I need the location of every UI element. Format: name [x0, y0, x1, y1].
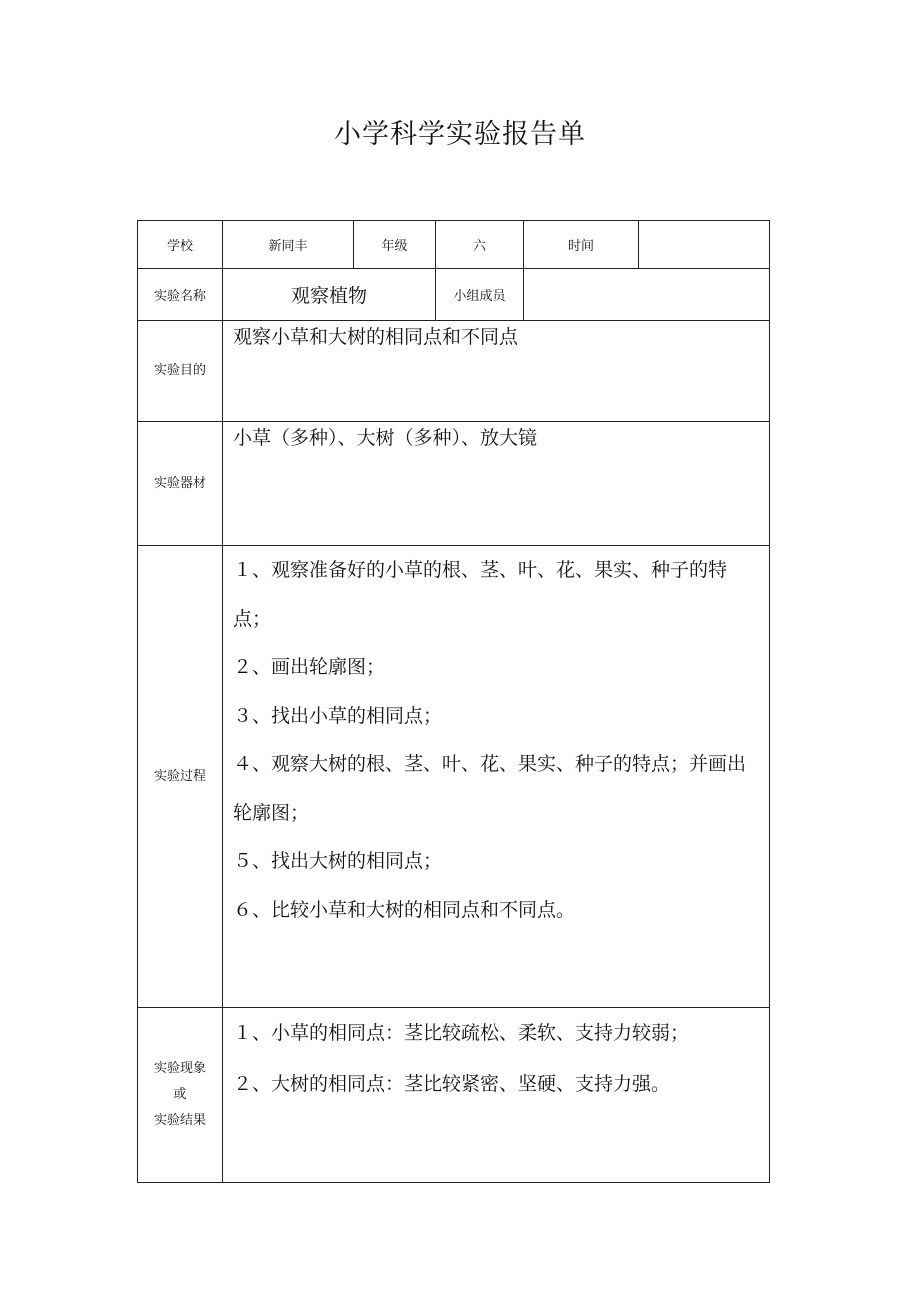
purpose-label: 实验目的 — [138, 321, 223, 422]
materials-label: 实验器材 — [138, 422, 223, 546]
process-step: ６、比较小草和大树的相同点和不同点。 — [233, 898, 576, 921]
row-materials — [138, 422, 770, 546]
purpose-text[interactable]: 观察小草和大树的相同点和不同点 — [223, 321, 770, 422]
school-label: 学校 — [138, 221, 223, 269]
results-label-line: 实验现象 — [153, 1061, 206, 1076]
experiment-name-value[interactable]: 观察植物 — [223, 269, 436, 321]
results-label-line: 实验结果 — [153, 1113, 206, 1128]
materials-text[interactable]: 小草（多种）、大树（多种）、放大镜 — [223, 422, 770, 546]
row-purpose — [138, 321, 770, 422]
process-step: ２、画出轮廓图； — [233, 656, 386, 678]
results-text[interactable] — [223, 1008, 770, 1183]
process-label: 实验过程 — [138, 546, 223, 1008]
time-value[interactable] — [639, 221, 770, 269]
time-label: 时间 — [524, 221, 639, 269]
results-label — [138, 1008, 223, 1183]
process-step: ４、观察大树的根、茎、叶、花、果实、种子的特点；并画出轮廓图； — [233, 753, 747, 824]
page-title: 小学科学实验报告单 — [334, 119, 586, 150]
process-step: ５、找出大树的相同点； — [233, 850, 443, 872]
results-label-line: 或 — [173, 1087, 187, 1102]
process-steps[interactable] — [223, 546, 770, 1008]
row-school-info — [138, 221, 770, 269]
report-table — [137, 220, 770, 1183]
row-experiment-name — [138, 269, 770, 321]
grade-value[interactable]: 六 — [436, 221, 524, 269]
grade-label: 年级 — [354, 221, 436, 269]
process-step: １、观察准备好的小草的根、茎、叶、花、果实、种子的特点； — [233, 559, 728, 630]
school-value[interactable]: 新同丰 — [223, 221, 354, 269]
group-members-value[interactable] — [524, 269, 770, 321]
row-process — [138, 546, 770, 1008]
row-results — [138, 1008, 770, 1183]
result-line: １、小草的相同点：茎比较疏松、柔软、支持力较弱； — [233, 1022, 690, 1044]
process-step: ３、找出小草的相同点； — [233, 704, 443, 727]
group-members-label: 小组成员 — [436, 269, 524, 321]
result-line: ２、大树的相同点：茎比较紧密、坚硬、支持力强。 — [233, 1073, 671, 1095]
experiment-name-label: 实验名称 — [138, 269, 223, 321]
